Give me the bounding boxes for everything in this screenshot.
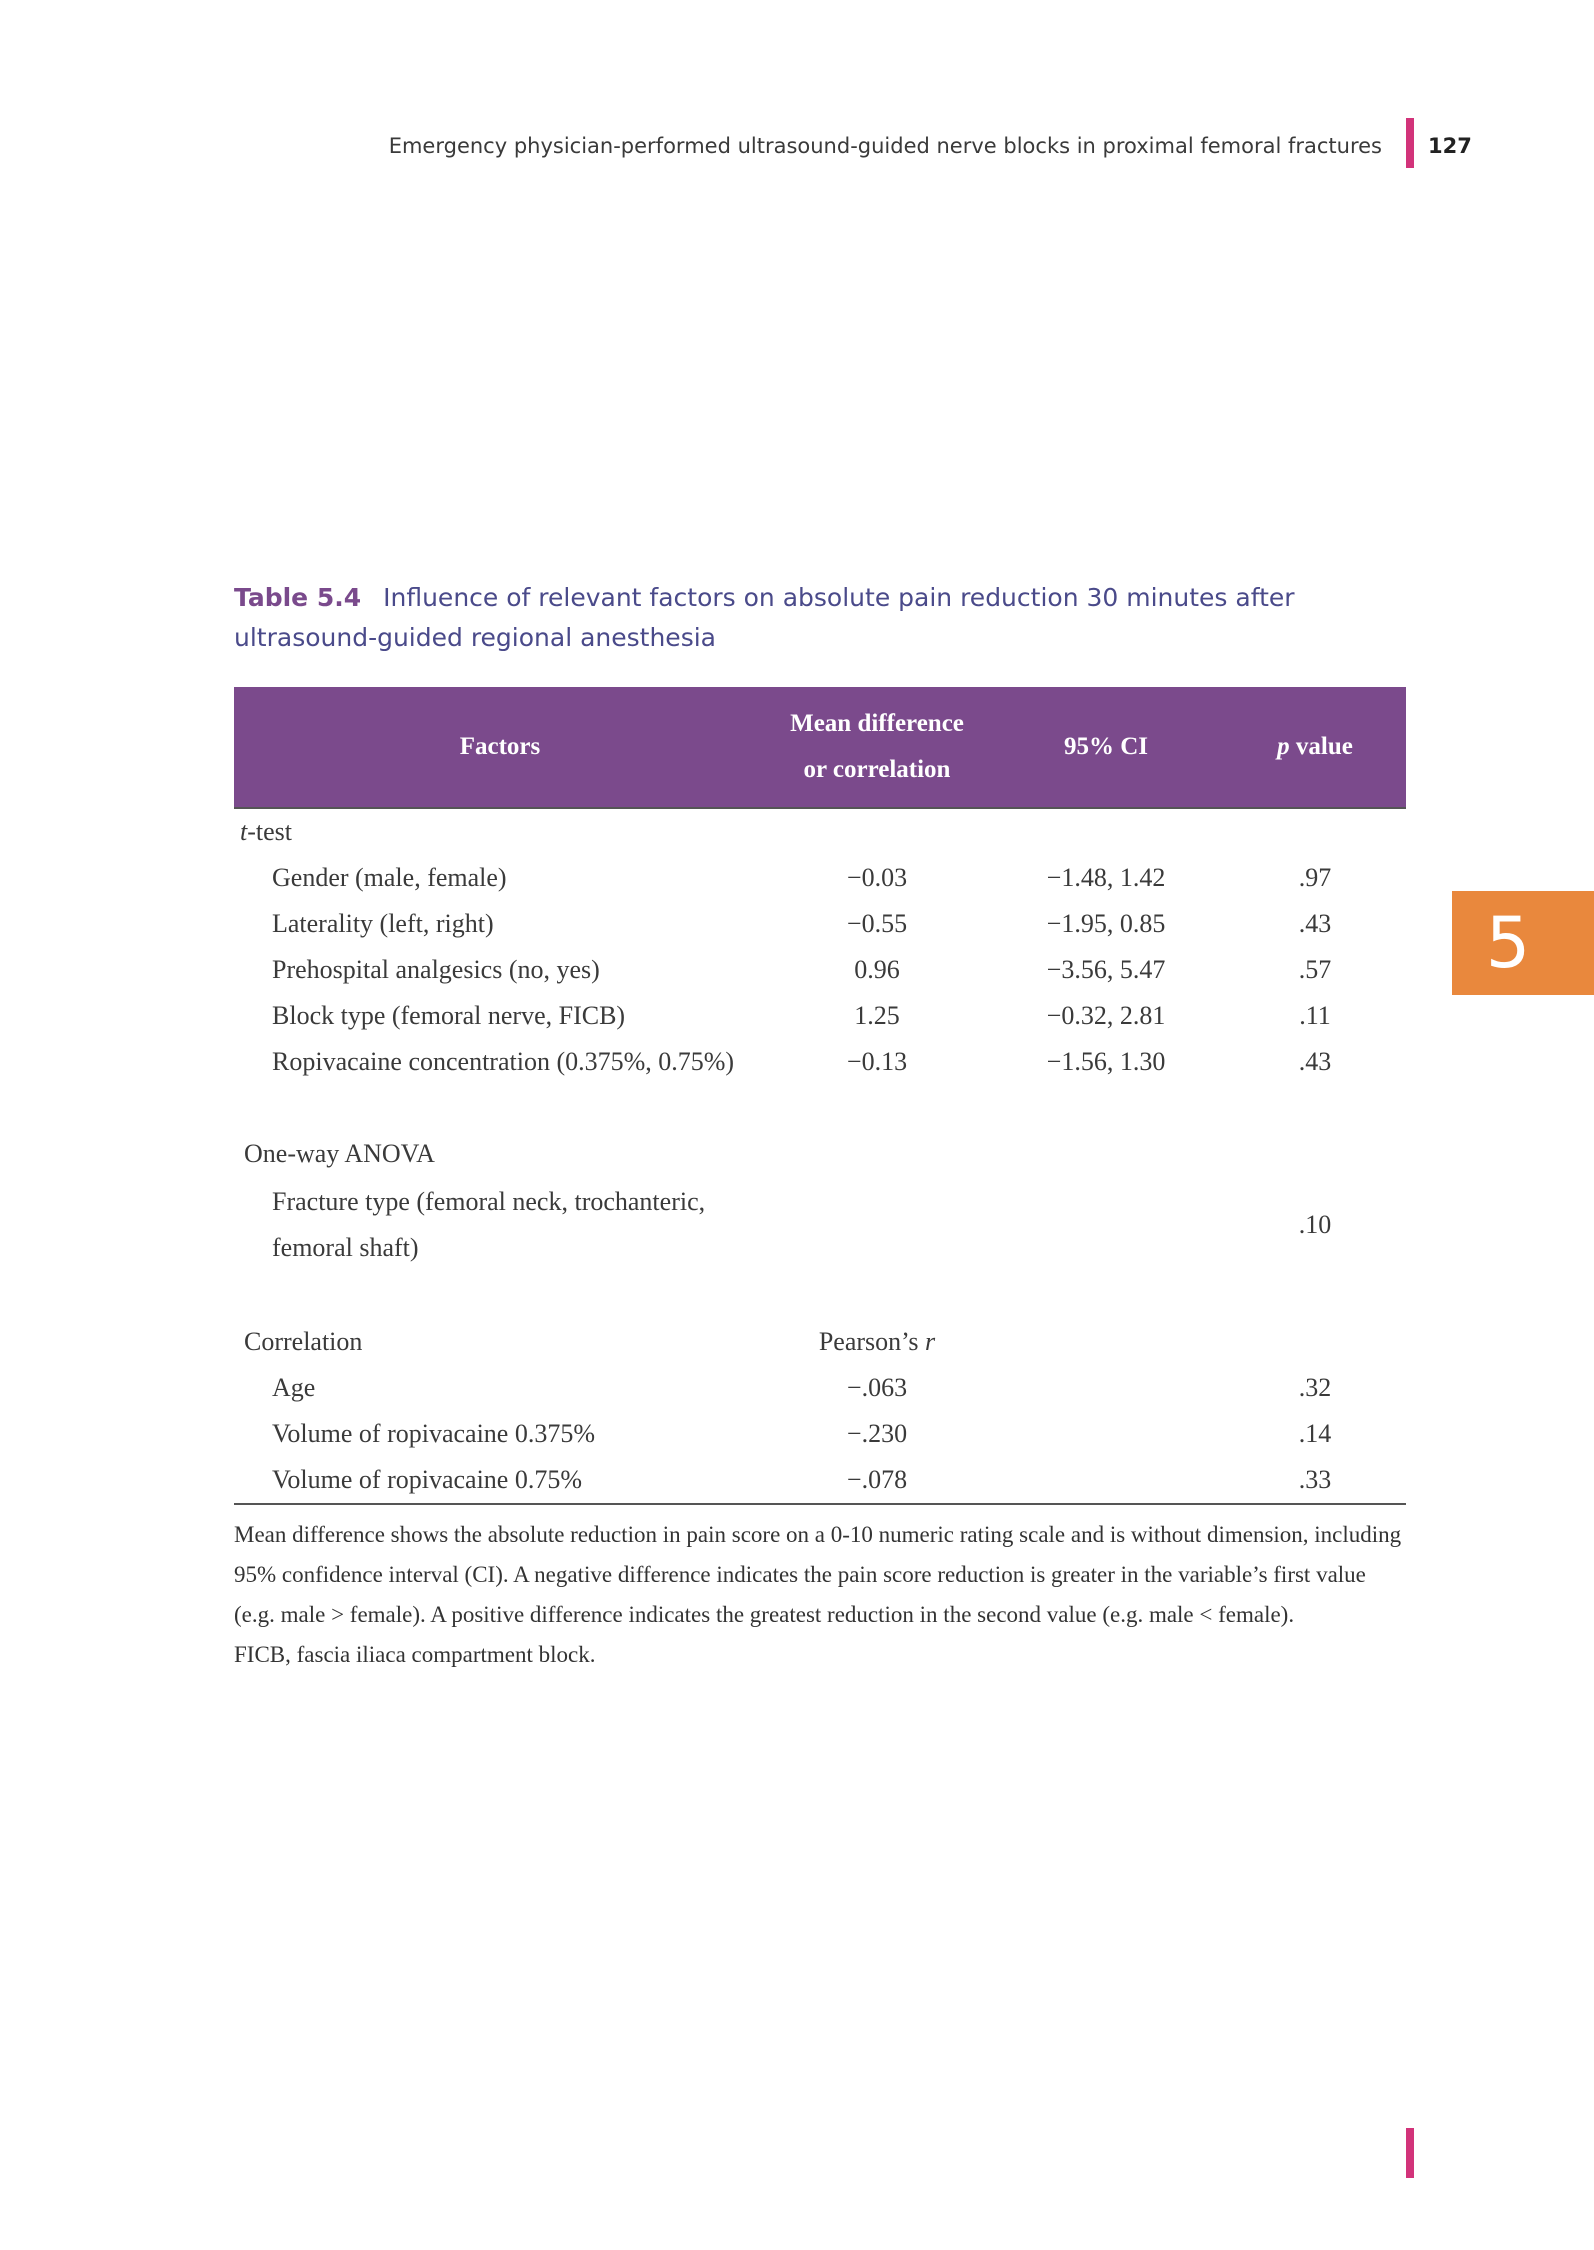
row-ci: −1.95, 0.85 (1046, 909, 1166, 938)
row-value: −0.55 (846, 909, 908, 938)
table-header (234, 687, 1406, 808)
row-p: .57 (1298, 955, 1332, 984)
anova-factor-line2: femoral shaft) (272, 1233, 419, 1262)
table-row (234, 1177, 1406, 1273)
pearson-r-italic: r (925, 1327, 936, 1356)
table-caption (234, 578, 1410, 658)
row-p: .10 (1298, 1210, 1332, 1239)
section-label-correlation: Correlation (244, 1327, 363, 1356)
correlation-stat-label (766, 1319, 988, 1365)
row-factor: Ropivacaine concentration (0.375%, 0.75%) (272, 1047, 735, 1076)
row-factor: Prehospital analgesics (no, yes) (272, 955, 600, 984)
table-note-paragraph: Mean difference shows the absolute reduction in pain score on a 0-10 numeric rating scale and is without dimension, including 95% confidence interval (CI). A negative difference indicates the pain score reduction is greater in the variable’s first value (e.g. male > female). A positive difference indicates the greatest reduction in the second value (e.g. male < female). (234, 1522, 1402, 1627)
row-p: .43 (1298, 1047, 1332, 1076)
row-factor: Volume of ropivacaine 0.75% (234, 1457, 766, 1504)
row-p: .32 (1298, 1373, 1332, 1402)
row-value: −0.03 (846, 863, 908, 892)
table-body (234, 808, 1406, 1504)
header-p-value (1224, 687, 1406, 808)
header-ci: 95% CI (988, 687, 1224, 808)
row-p (1224, 1319, 1406, 1365)
row-ci: −1.48, 1.42 (1046, 863, 1166, 892)
table-caption-text: Influence of relevant factors on absolute pain reduction 30 minutes after ultrasound-guided regional anesthesia (234, 583, 1295, 652)
header-p-rest: value (1289, 733, 1353, 760)
table-row (234, 1039, 1406, 1085)
results-table (234, 687, 1406, 1505)
table-row (234, 1457, 1406, 1504)
row-factor (234, 1177, 766, 1273)
row-value: −0.13 (846, 1047, 908, 1076)
section-row-anova (234, 1131, 1406, 1177)
header-p-italic: p (1277, 733, 1290, 760)
table-row (234, 1365, 1406, 1411)
header-mean-line1: Mean difference (790, 710, 964, 737)
row-value: 1.25 (854, 1001, 900, 1030)
row-ci: −3.56, 5.47 (1046, 955, 1166, 984)
chapter-tab: 5 (1452, 891, 1594, 995)
row-value (766, 1177, 988, 1273)
row-ci (988, 1457, 1224, 1504)
section-row-ttest (234, 808, 1406, 855)
row-value: −.078 (766, 1457, 988, 1504)
table-row (234, 855, 1406, 901)
footer-accent-bar (1406, 2128, 1414, 2178)
table-caption-label: Table 5.4 (234, 583, 362, 612)
row-p: .43 (1298, 909, 1332, 938)
table-row (234, 1411, 1406, 1457)
row-factor: Gender (male, female) (272, 863, 507, 892)
row-p: .14 (1298, 1419, 1332, 1448)
header-factors: Factors (234, 687, 766, 808)
row-factor: Age (272, 1373, 316, 1402)
anova-factor-line1: Fracture type (femoral neck, trochanteric, (272, 1187, 706, 1216)
row-ci (988, 1365, 1224, 1411)
section-row-correlation (234, 1319, 1406, 1365)
header-mean-difference (766, 687, 988, 808)
row-p: .11 (1299, 1001, 1331, 1030)
section-label-anova: One-way ANOVA (244, 1139, 435, 1168)
row-factor: Volume of ropivacaine 0.375% (272, 1419, 595, 1448)
table-note-abbreviation: FICB, fascia iliaca compartment block. (234, 1642, 596, 1667)
ttest-label-italic: t (240, 817, 248, 846)
table-row (234, 947, 1406, 993)
table-row (234, 901, 1406, 947)
row-factor: Laterality (left, right) (272, 909, 494, 938)
results-table-container (234, 687, 1406, 1505)
running-head-title: Emergency physician-performed ultrasound-guided nerve blocks in proximal femoral fractures (388, 134, 1382, 158)
row-p: .97 (1298, 863, 1332, 892)
row-value: −.063 (846, 1373, 908, 1402)
header-mean-line2: or correlation (803, 756, 951, 783)
row-factor: Block type (femoral nerve, FICB) (272, 1001, 626, 1030)
spacer-row (234, 1273, 1406, 1319)
row-ci: −0.32, 2.81 (1046, 1001, 1166, 1030)
spacer-row (234, 1085, 1406, 1131)
row-p: .33 (1224, 1457, 1406, 1504)
pearson-label: Pearson’s (818, 1327, 926, 1356)
row-value: −.230 (846, 1419, 908, 1448)
table-row (234, 993, 1406, 1039)
row-ci (988, 1319, 1224, 1365)
row-ci: −1.56, 1.30 (1046, 1047, 1166, 1076)
running-head-accent-bar (1406, 118, 1414, 168)
section-label-ttest (234, 808, 1406, 855)
page-number: 127 (1428, 134, 1472, 158)
row-value: 0.96 (854, 955, 900, 984)
row-ci (988, 1177, 1224, 1273)
ttest-label-rest: -test (247, 817, 292, 846)
table-notes (234, 1515, 1410, 1675)
row-ci (988, 1411, 1224, 1457)
